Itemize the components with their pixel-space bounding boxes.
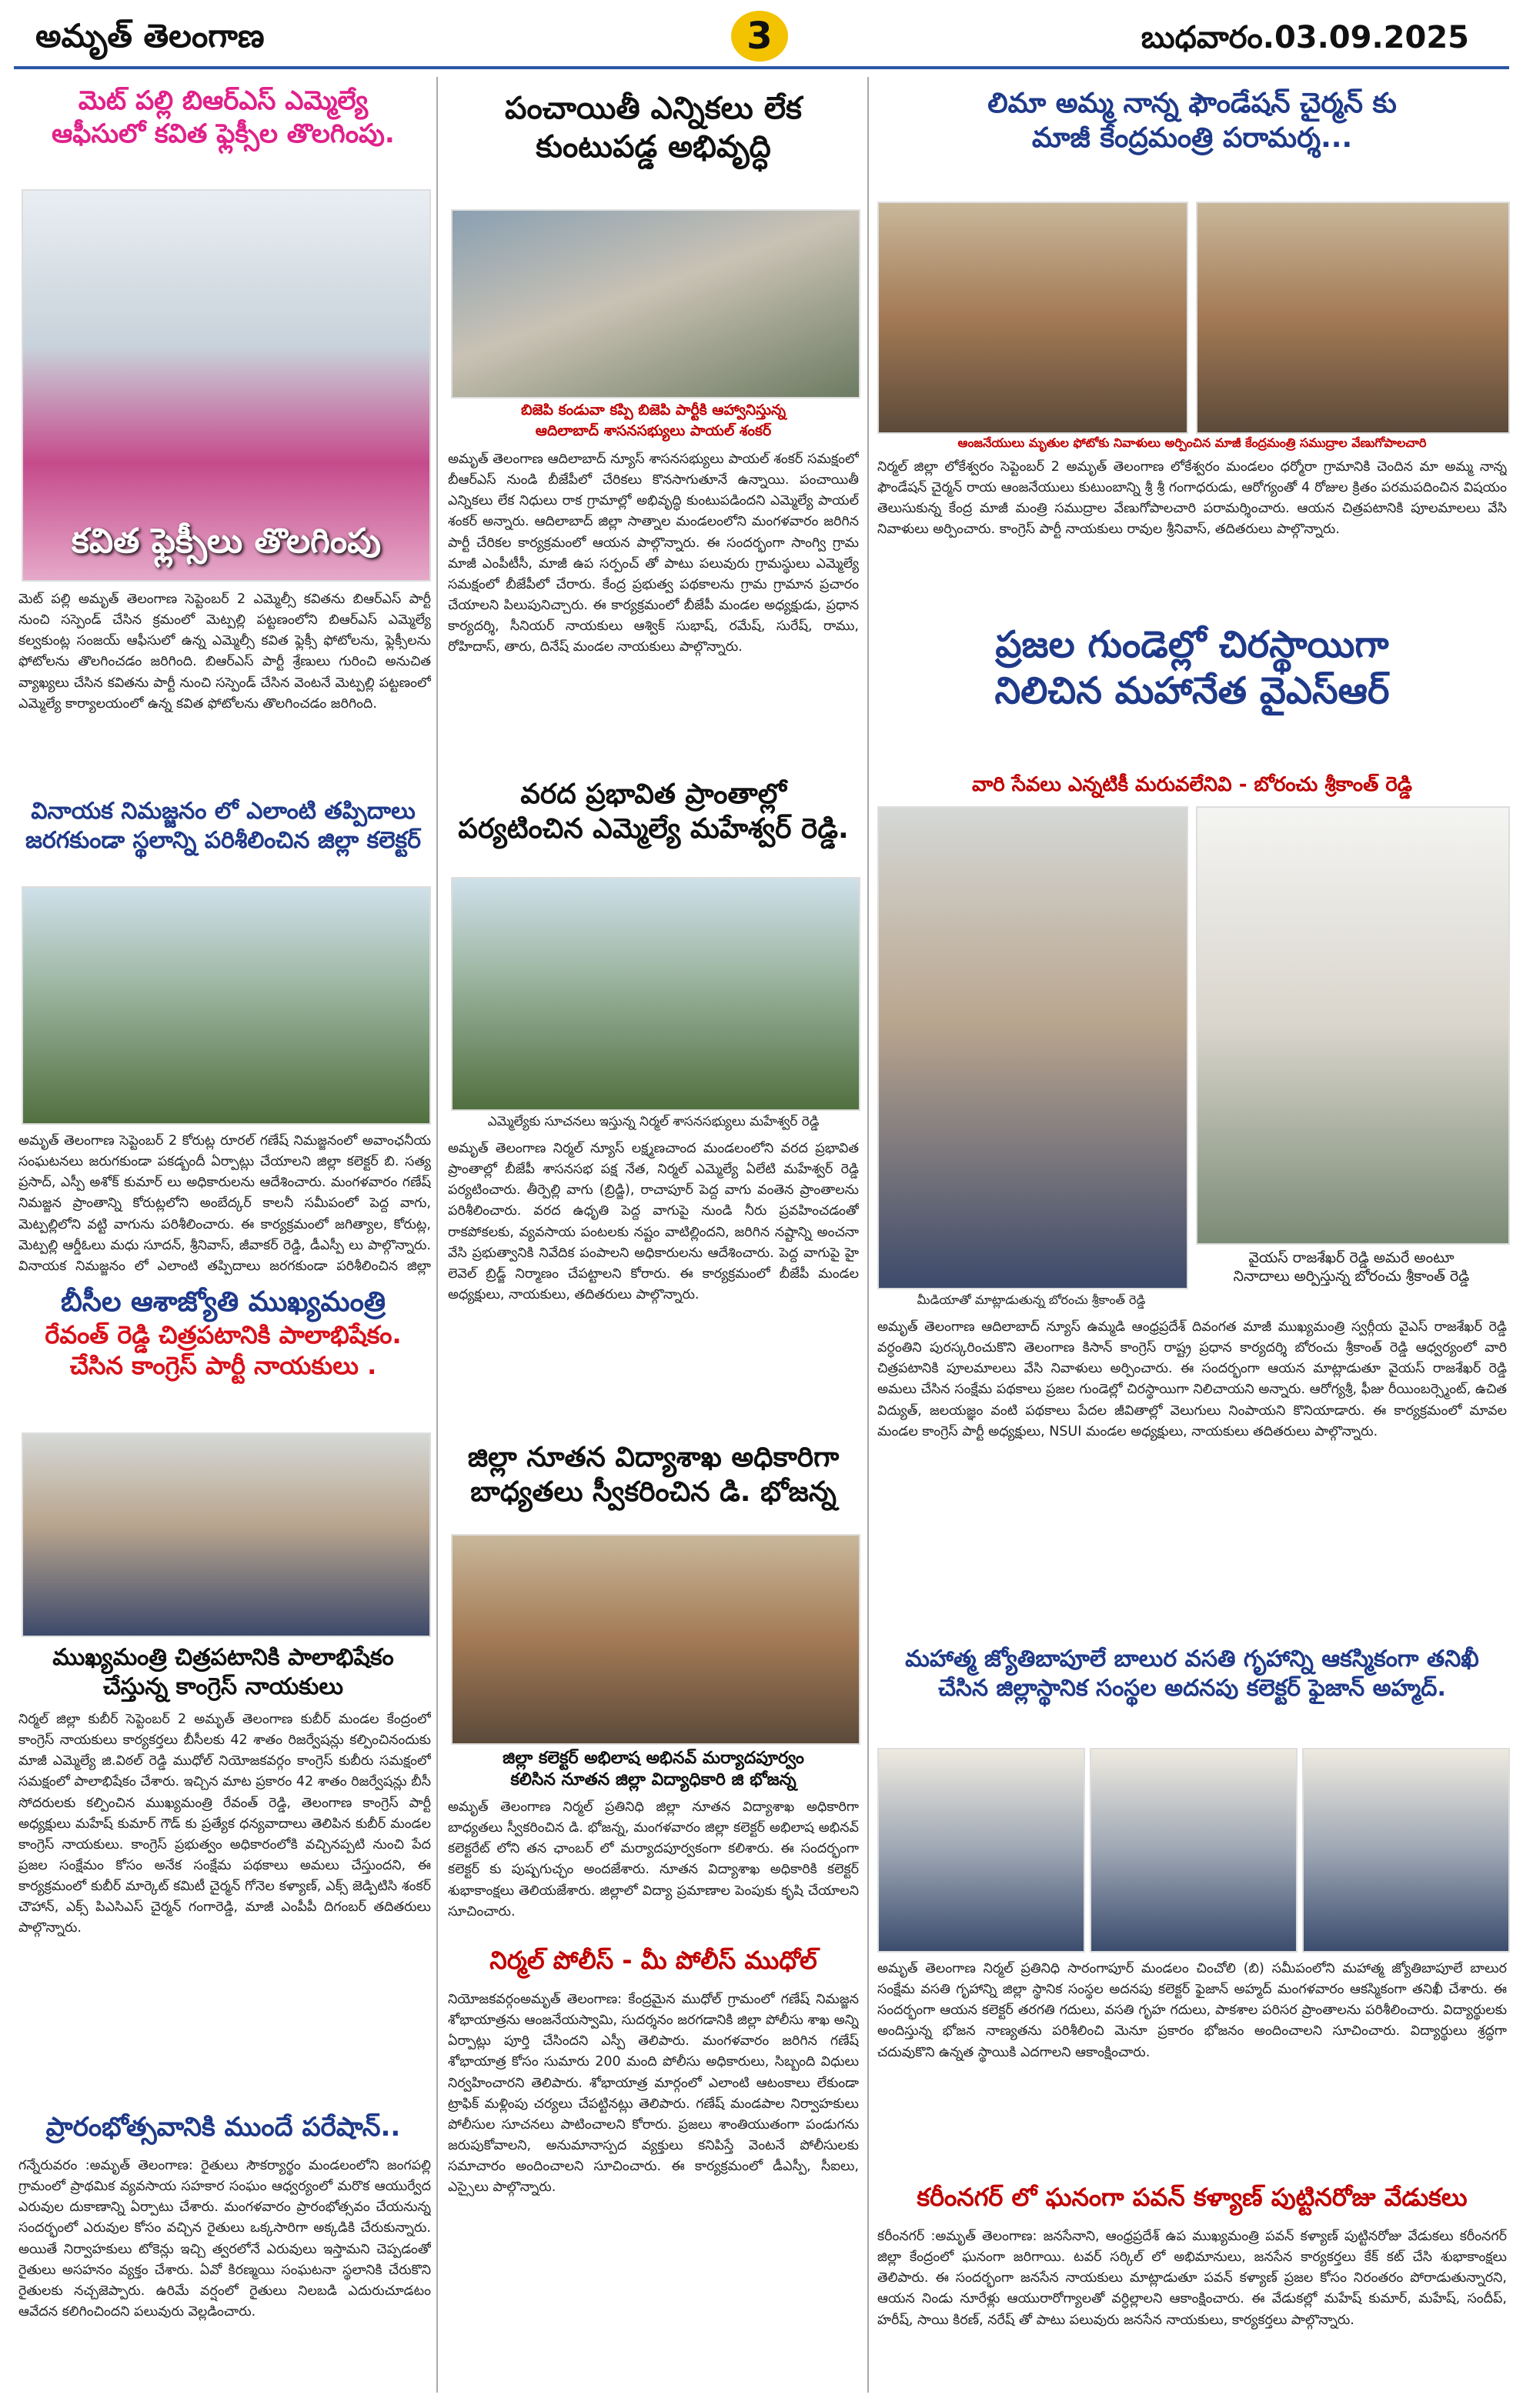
headline-line: మెట్ పల్లి బిఆర్ఎస్ ఎమ్మెల్యే (78, 85, 369, 116)
article-revanth-milk-body: నిర్మల్ జిల్లా కుబీర్ సెప్టెంబర్ 2 అమృత్ తెలంగాణ కుబీర్ మండల కేంద్రంలో కాంగ్రెస్ నాయకులు కార్యకర్తలు బీసీలకు 42 శాతం రిజర్వేషన్లు కల్పించినందుకు మాజీ ఎమ్మెల్యే జి.విఠల్ రెడ్డి ముధోల్ నియోజకవర్గం కాంగ్రెస్ కుబీరు సమక్షంలో సమక్షంలో పాలాభిషేకం చేశారు. ఇచ్చిన మాట ప్రకారం 42 శాతం రిజర్వేషన్లు బీసీ సోదరులకు కల్పించిన ముఖ్యమంత్రి రేవంత్ రెడ్డి, తెలంగాణ కాంగ్రెస్ పార్టీ అధ్యక్షులు మహేష్ కుమార్ గౌడ్ కు ప్రత్యేక ధన్యవాదాలు తెలిపిన కుబీర్ మండల కాంగ్రెస్ నాయకులు. కాంగ్రెస్ ప్రభుత్వం అధికారంలోకి వచ్చినప్పటి నుంచి పేద ప్రజల సంక్షేమం కోసం అనేక సంక్షేమ పథకాలు అమలు చేస్తుందని, ఈ కార్యక్రమంలో కుబీర్ మార్కెట్ కమిటీ చైర్మన్ గోనెల కళ్యాణ్, ఎక్స్ జెడ్పిటిసి శంకర్ చౌహాన్, ఎక్స్ పిఎసిఎస్ చైర్మన్ గంగారెడ్డి, మాజీ ఎంపీపీ దిగంబర్ తదితరులు పాల్గొన్నారు. (18, 1712, 431, 1936)
headline-line: వినాయక నిమజ్జనం లో ఎలాంటి తప్పిదాలు (31, 798, 416, 825)
photo-caption-ysr-left: మీడియాతో మాట్లాడుతున్న బోరంచు శ్రీకాంత్ రెడ్డి (917, 1292, 1146, 1307)
photo-condolence-left (877, 202, 1188, 434)
photo-caption-flood-visit: ఎమ్మెల్యేకు సూచనలు ఇస్తున్న నిర్మల్ శాసనసభ్యులు మహేశ్వర్ రెడ్డి (487, 1114, 820, 1129)
photo-ysr-media (877, 806, 1188, 1289)
article-kavitha-flex-headline (15, 85, 431, 150)
headline-line: జరగకుండా స్థలాన్ని పరిశీలించిన జిల్లా కలెక్టర్ (25, 826, 421, 854)
headline-line: మాజీ కేంద్రమంత్రి పరామర్శ... (1031, 122, 1353, 154)
photo-hostel-3 (1302, 1748, 1510, 1953)
masthead-title: అమృత్ తెలంగాణ (35, 17, 265, 55)
headline-line: జిల్లా నూతన విద్యాశాఖ అధికారిగా (467, 1442, 840, 1473)
article-ganesh-immersion-headline (15, 797, 431, 855)
headline-line: చేసిన కాంగ్రెస్ పార్టీ నాయకులు . (69, 1351, 377, 1380)
article-pawan-birthday-body: కరీంనగర్ :అమృత్ తెలంగాణ: జనసేనాని, ఆంధ్రప్రదేశ్ ఉప ముఖ్యమంత్రి పవన్ కళ్యాణ్ పుట్టినరోజు వేడుకలు కరీంనగర్ జిల్లా కేంద్రంలో ఘనంగా జరిగాయి. టవర్ సర్కిల్ లో అభిమానులు, జనసేన కార్యకర్తలు కేక్ కట్ చేసి శుభాకాంక్షలు తెలిపారు. ఈ సందర్భంగా జనసేన నాయకులు మాట్లాడుతూ పవన్ కళ్యాణ్ ప్రజల కోసం నిరంతరం పోరాడుతున్నారని, ఆయన నిండు నూరేళ్లు ఆయురారోగ్యాలతో వర్ధిల్లాలని ఆకాంక్షించారు. ఈ వేడుకల్లో మహేష్ కుమార్, మహేష్, సందీప్, హరీష్, సాయి కిరణ్, నరేష్ తో పాటు పలువురు జనసేన నాయకులు, కార్యకర్తలు పాల్గొన్నారు. (877, 2229, 1507, 2328)
headline-line: కుంటుపడ్డ అభివృద్ధి (536, 129, 771, 165)
article-panchayat-headline (445, 89, 862, 166)
article-ysr-headline (874, 622, 1510, 714)
article-police-body: నియోజకవర్గంఅమృత్ తెలంగాణ: కేంద్రమైన ముధోల్ గ్రామంలో గణేష్ నిమజ్జన శోభాయాత్రను ఆంజనేయస్వామి, సుదర్శనం జరగడానికి జిల్లా పోలీసు శాఖ అన్ని ఏర్పాట్లు పూర్తి చేసిందని ఎస్పీ తెలిపారు. మంగళవారం జరిగిన గణేష్ శోభాయాత్ర కోసం సుమారు 200 మంది పోలీసు అధికారులు, సిబ్బంది విధులు నిర్వహించారని తెలిపారు. శోభాయాత్ర మార్గంలో ఎలాంటి ఆటంకాలు లేకుండా ట్రాఫిక్ మళ్లింపు చర్యలు చేపట్టినట్లు తెలిపారు. గణేష్ మండపాల నిర్వాహకులు పోలీసుల సూచనలు పాటించాలని కోరారు. ప్రజలు శాంతియుతంగా పండుగను జరుపుకోవాలని, అనుమానాస్పద వ్యక్తులు కనిపిస్తే వెంటనే పోలీసులకు సమాచారం అందించాలని సూచించారు. ఈ కార్యక్రమంలో డీఎస్పీ, సీఐలు, ఎస్సైలు పాల్గొన్నారు. (448, 1992, 859, 2196)
photo-caption-condolence: ఆంజనేయులు మృతుల ఫోటోకు నివాళులు అర్పించిన మాజీ కేంద్రమంత్రి సముద్రాల వేణుగోపాలచారి (957, 435, 1427, 450)
caption-line: బిజెపి కండువా కప్పి బిజెపి పార్టీకి ఆహ్వానిస్తున్న (520, 402, 787, 419)
caption-line: ముఖ్యమంత్రి చిత్రపటానికి పాలాభిషేకం (52, 1644, 394, 1671)
headline-line: ఆఫీసులో కవిత ఫ్లెక్సీల తొలగింపు. (52, 118, 395, 149)
article-police-headline: నిర్మల్ పోలీస్ - మీ పోలీస్ ముధోల్ (489, 1946, 817, 1975)
headline-line: బీసీల ఆశాజ్యోతి ముఖ్యమంత్రి (60, 1286, 386, 1318)
article-condolence-body: నిర్మల్ జిల్లా లోకేశ్వరం సెప్టెంబర్ 2 అమృత్ తెలంగాణ లోకేశ్వరం మండలం ధర్మోరా గ్రామానికి చెందిన మా అమ్మ నాన్న ఫౌండేషన్ చైర్మన్ రాయ ఆంజనేయులు కుటుంబాన్ని శ్రీ శ్రీ గంగాధరుడు, ఆరోగ్యంతో 4 రోజుల క్రితం పరమపదించిన విషయం తెలుసుకున్న కేంద్ర మాజీ మంత్రి సముద్రాల వేణుగోపాలచారి పరామర్శించారు. ఆయన చిత్రపటానికి పూలమాలలు వేసి నివాళులు అర్పించారు. కాంగ్రెస్ పార్టీ నాయకులు రావుల శ్రీనివాస్, తదితరులు పాల్గొన్నారు. (877, 459, 1507, 538)
headline-line: బాధ్యతలు స్వీకరించిన డి. భోజన్న (470, 1476, 837, 1508)
photo-kavitha-office (22, 189, 431, 582)
article-condolence-headline (874, 86, 1510, 155)
headline-line: రేవంత్ రెడ్డి చిత్రపటానికి పాలాభిషేకం. (45, 1320, 402, 1349)
article-revanth-milk-headline (15, 1285, 431, 1381)
photo-caption-bjp-joining (445, 402, 862, 443)
article-flood-visit-body: అమృత్ తెలంగాణ నిర్మల్ న్యూస్ లక్ష్మణచాంద మండలంలోని వరద ప్రభావిత ప్రాంతాల్లో బీజేపీ శాసనసభ పక్ష నేత, నిర్మల్ ఎమ్మెల్యే ఏలేటి మహేశ్వర్ రెడ్డి పర్యటించారు. తీర్పెల్లి వాగు (బ్రిడ్జి), రాచాపూర్ పెద్ద వాగు వంతెన ప్రాంతాలను పరిశీలించారు. వరద ఉధృతి పెద్ద వాగుపై నుండి నీరు ప్రవహించడంతో రాకపోకలకు, వ్యవసాయ పంటలకు నష్టం వాటిల్లిందని, జరిగిన నష్టాన్ని అంచనా వేసి ప్రభుత్వానికి నివేదిక పంపాలని అధికారులను ఆదేశించారు. పెద్ద వాగుపై హై లెవెల్ బ్రిడ్జ్ నిర్మాణం చేపట్టాలని కోరారు. ఈ కార్యక్రమంలో బీజేపీ మండల అధ్యక్షులు, నాయకులు, తదితరులు పాల్గొన్నారు. (448, 1141, 859, 1302)
caption-line: ఆదిలాబాద్ శాసనసభ్యులు పాయల్ శంకర్ (535, 422, 772, 439)
caption-line: నినాదాలు అర్పిస్తున్న బోరంచు శ్రీకాంత్ రెడ్డి (1233, 1267, 1470, 1285)
article-ysr-body: అమృత్ తెలంగాణ ఆదిలాబాద్ న్యూస్ ఉమ్మడి ఆంధ్రప్రదేశ్ దివంగత మాజీ ముఖ్యమంత్రి స్వర్గీయ వైఎస్ రాజశేఖర్ రెడ్డి వర్ధంతిని పురస్కరించుకొని తెలంగాణ కిసాన్ కాంగ్రెస్ రాష్ట్ర ప్రధాన కార్యదర్శి బోరంచు శ్రీకాంత్ రెడ్డి ఆధ్వర్యంలో వారి చిత్రపటానికి పూలమాలలు వేసి నివాళులు అర్పించారు. ఈ సందర్భంగా ఆయన మాట్లాడుతూ వైయస్ రాజశేఖర్ రెడ్డి అమలు చేసిన సంక్షేమ పథకాలు ప్రజల గుండెల్లో చిరస్థాయిగా నిలిచాయని అన్నారు. ఆరోగ్యశ్రీ, ఫీజు రీయింబర్స్మెంట్, ఉచిత విద్యుత్, జలయజ్ఞం వంటి పథకాలు పేదల జీవితాల్లో వెలుగులు నింపాయని కొనియాడారు. ఈ కార్యక్రమంలో మావల మండల కాంగ్రెస్ పార్టీ అధ్యక్షులు, NSUI మండల అధ్యక్షులు, నాయకులు తదితరులు పాల్గొన్నారు. (877, 1319, 1507, 1439)
article-kavitha-flex-body: మెట్ పల్లి అమృత్ తెలంగాణ సెప్టెంబర్ 2 ఎమ్మెల్సీ కవితను బిఆర్ఎస్ పార్టీ నుంచి సస్పెండ్ చేసిన క్రమంలో మెట్పల్లి పట్టణంలోని బిఆర్ఎస్ ఎమ్మెల్యే కల్వకుంట్ల సంజయ్ ఆఫీసులో ఉన్న ఎమ్మెల్సీ కవిత ఫ్లెక్సీ ఫోటోలను, ఫ్లెక్సీలను ఫోటోలను తొలగించడం జరిగింది. బిఆర్ఎస్ పార్టీ శ్రేణులు గురించి అనుచిత వ్యాఖ్యలు చేసిన కవితను పార్టీ నుంచి సస్పెండ్ చేసిన వెంటనే మెట్పల్లి పట్టణంలో ఎమ్మెల్యే కార్యాలయంలో ఉన్న కవిత ఫోటోలను తొలగించడం జరిగింది. (18, 592, 431, 712)
photo-collector-inspection (22, 886, 431, 1125)
photo-overlay-text: కవిత ఫ్లెక్సీలు తొలగింపు (71, 522, 382, 561)
caption-line: చేస్తున్న కాంగ్రెస్ నాయకులు (103, 1673, 343, 1700)
headline-line: లిమా అమ్మ నాన్న ఫౌండేషన్ చైర్మన్ కు (987, 88, 1397, 119)
article-hostel-inspection-body: అమృత్ తెలంగాణ నిర్మల్ ప్రతినిధి సారంగాపూర్ మండలం చించోలి (బి) సమీపంలోని మహాత్మ జ్యోతిబాపూలే బాలుర సంక్షేమ వసతి గృహాన్ని జిల్లా స్థానిక సంస్థల అదనపు కలెక్టర్ ఫైజాన్ అహ్మద్ మంగళవారం ఆకస్మికంగా తనిఖీ చేశారు. ఈ సందర్భంగా ఆయన కలెక్టర్ తరగతి గదులు, వసతి గృహ గదులు, పాకశాల పరిసర ప్రాంతాలను పరిశీలించారు. విద్యార్థులకు అందిస్తున్న భోజన నాణ్యతను పరిశీలించి మెనూ ప్రకారం భోజనం అందించాలని సూచించారు. విద్యార్థులు శ్రద్ధగా చదువుకొని ఉన్నత స్థాయికి ఎదగాలని ఆకాంక్షించారు. (877, 1961, 1507, 2060)
column-divider-2 (867, 77, 869, 2393)
caption-line: జిల్లా కలెక్టర్ అభిలాష అభినవ్ మర్యాదపూర్వం (503, 1749, 804, 1768)
headline-line: ప్రజల గుండెల్లో చిరస్థాయిగా (995, 623, 1389, 666)
headline-line: పంచాయితీ ఎన్నికలు లేక (505, 91, 802, 126)
photo-caption-deo (445, 1748, 862, 1790)
headline-line: పర్యటించిన ఎమ్మెల్యే మహేశ్వర్ రెడ్డి. (458, 813, 849, 845)
article-fertilizer-headline: ప్రారంభోత్సవానికి ముందే పరేషాన్.. (45, 2112, 401, 2143)
photo-condolence-right (1196, 202, 1510, 434)
article-fertilizer-body: గన్నేరువరం :అమృత్ తెలంగాణ: రైతులు సౌకర్యార్థం మండలంలోని జంగపల్లి గ్రామంలో ప్రాథమిక వ్యవసాయ సహకార సంఘం ఆధ్వర్యంలో మరొక ఆయుర్వేద ఎరువుల దుకాణాన్ని ఏర్పాటు చేశారు. మంగళవారం ప్రారంభోత్సవం చేయనున్న సందర్భంలో ఎరువుల కోసం వచ్చిన రైతులు ఒక్కసారిగా అక్కడికి చేరుకున్నారు. అయితే నిర్వాహకులు టోకెన్లు ఇచ్చి త్వరలోనే ఎరువులు ఇస్తామని చెప్పడంతో రైతులు అసహనం వ్యక్తం చేశారు. ఏవో కిరణ్మయి సంఘటనా స్థలానికి చేరుకొని రైతులకు నచ్చజెప్పారు. ఉరిమే వర్షంలో రైతులు నిలబడి ఎదురుచూడటం ఆవేదన కలిగించిందని పలువురు వెల్లడించారు. (18, 2158, 431, 2320)
photo-hostel-1 (877, 1748, 1085, 1953)
photo-hostel-2 (1090, 1748, 1298, 1953)
photo-bjp-joining (451, 209, 860, 399)
page-number-badge: 3 (731, 11, 788, 62)
column-divider-1 (436, 77, 438, 2393)
photo-caption-milk-abhishekam (15, 1643, 431, 1701)
headline-line: వరద ప్రభావిత ప్రాంతాల్లో (520, 779, 787, 810)
article-flood-visit-headline (445, 777, 862, 846)
article-ysr-subhead: వారి సేవలు ఎన్నటికీ మరువలేనివి - బోరంచు శ్రీకాంత్ రెడ్డి (971, 773, 1413, 796)
photo-ysr-tribute (1196, 806, 1510, 1245)
article-deo-headline (445, 1440, 862, 1509)
article-pawan-birthday-headline: కరీంనగర్ లో ఘనంగా పవన్ కళ్యాణ్ పుట్టినరోజు వేడుకలు (917, 2183, 1468, 2212)
photo-flood-area-visit (451, 877, 860, 1111)
headline-line: చేసిన జిల్లాస్థానిక సంస్థల అదనపు కలెక్టర్ ఫైజాన్ అహ్మద్. (938, 1674, 1446, 1702)
photo-collector-meeting (451, 1534, 860, 1745)
article-ganesh-immersion-body: అమృత్ తెలంగాణ సెప్టెంబర్ 2 కోరుట్ల రూరల్ గణేష్ నిమజ్జనంలో అవాంఛనీయ సంఘటనలు జరుగకుండా పకడ్బందీ ఏర్పాట్లు చేయాలని జిల్లా కలెక్టర్ బి. సత్య ప్రసాద్, ఎస్పీ అశోక్ కుమార్ లు అధికారులను ఆదేశించారు. మంగళవారం గణేష్ నిమజ్జన ప్రాంతాన్ని కోరుట్లలోని అంబేద్కర్ కాలనీ సమీపంలో పెద్ద వాగు, మెట్పల్లిలోని వట్టి వాగును పరిశీలించారు. ఈ కార్యక్రమంలో జగిత్యాల, కోరుట్ల, మెట్పల్లి ఆర్డీఓలు మధు సూదన్, శ్రీనివాస్, జీవాకర్ రెడ్డి, డీఎస్పీ లు పాల్గొన్నారు. వినాయక నిమజ్జనం లో ఎలాంటి తప్పిదాలు జరగకుండా పరిశీలించిన జిల్లా (18, 1133, 431, 1274)
headline-line: మహాత్మ జ్యోతిబాపూలే బాలుర వసతి గృహాన్ని ఆకస్మికంగా తనిఖీ (905, 1646, 1479, 1673)
caption-line: కలిసిన నూతన జిల్లా విద్యాధికారి జి భోజన్న (510, 1769, 797, 1789)
article-panchayat-body: అమృత్ తెలంగాణ ఆదిలాబాద్ న్యూస్ శాసనసభ్యులు పాయల్ శంకర్ సమక్షంలో బీఆర్ఎస్ నుండి బీజేపీలో చేరికలు కొనసాగుతూనే ఉన్నాయి. పంచాయితీ ఎన్నికలు లేక నిధులు రాక గ్రామాల్లో అభివృద్ధి కుంటుపడిందని ఎమ్మెల్యే పాయల్ శంకర్ అన్నారు. ఆదిలాబాద్ జిల్లా సాత్నాల మండలంలోని మంగళవారం జరిగిన పార్టీ చేరికల కార్యక్రమంలో ఆయన పాల్గొన్నారు. ఈ సందర్భంగా సాంగ్వి గ్రామ మాజీ ఎంపీటీసీ, మాజీ ఉప సర్పంచ్ తో పాటు పలువురు గ్రామస్థులు ఎమ్మెల్యే సమక్షంలో బీజేపీలో చేరారు. కేంద్ర ప్రభుత్వ పథకాలను గ్రామ గ్రామాన ప్రచారం చేయాలని పిలుపునిచ్చారు. ఈ కార్యక్రమంలో బీజేపీ మండల అధ్యక్షుడు, ప్రధాన కార్యదర్శి, సీనియర్ నాయకులు ఆశ్విక్ సుభాష్, రమేష్, సురేష్, రాము, రోహిదాస్, తారు, దినేష్ మండల నాయకులు పాల్గొన్నారు. (448, 452, 859, 655)
photo-congress-leaders (22, 1432, 431, 1637)
article-deo-body: అమృత్ తెలంగాణ నిర్మల్ ప్రతినిధి జిల్లా నూతన విద్యాశాఖ అధికారిగా బాధ్యతలు స్వీకరించిన డి. భోజన్న, మంగళవారం జిల్లా కలెక్టర్ అభిలాష అభినవ్ కలెక్టరేట్ లోని తన ఛాంబర్ లో మర్యాదపూర్వకంగా కలిశారు. ఈ సందర్భంగా కలెక్టర్ కు పుష్పగుచ్ఛం అందజేశారు. నూతన విద్యాశాఖ అధికారికి కలెక్టర్ శుభాకాంక్షలు తెలియజేశారు. జిల్లాలో విద్యా ప్రమాణాల పెంపుకు కృషి చేయాలని సూచించారు. (448, 1799, 859, 1919)
headline-line: నిలిచిన మహానేత వైఎస్ఆర్ (994, 669, 1390, 712)
photo-caption-ysr-right (1196, 1249, 1507, 1286)
issue-date: బుధవారం.03.09.2025 (1141, 20, 1469, 55)
article-hostel-inspection-headline (874, 1645, 1510, 1703)
caption-line: వైయస్ రాజశేఖర్ రెడ్డి అమరే అంటూ (1248, 1249, 1455, 1266)
